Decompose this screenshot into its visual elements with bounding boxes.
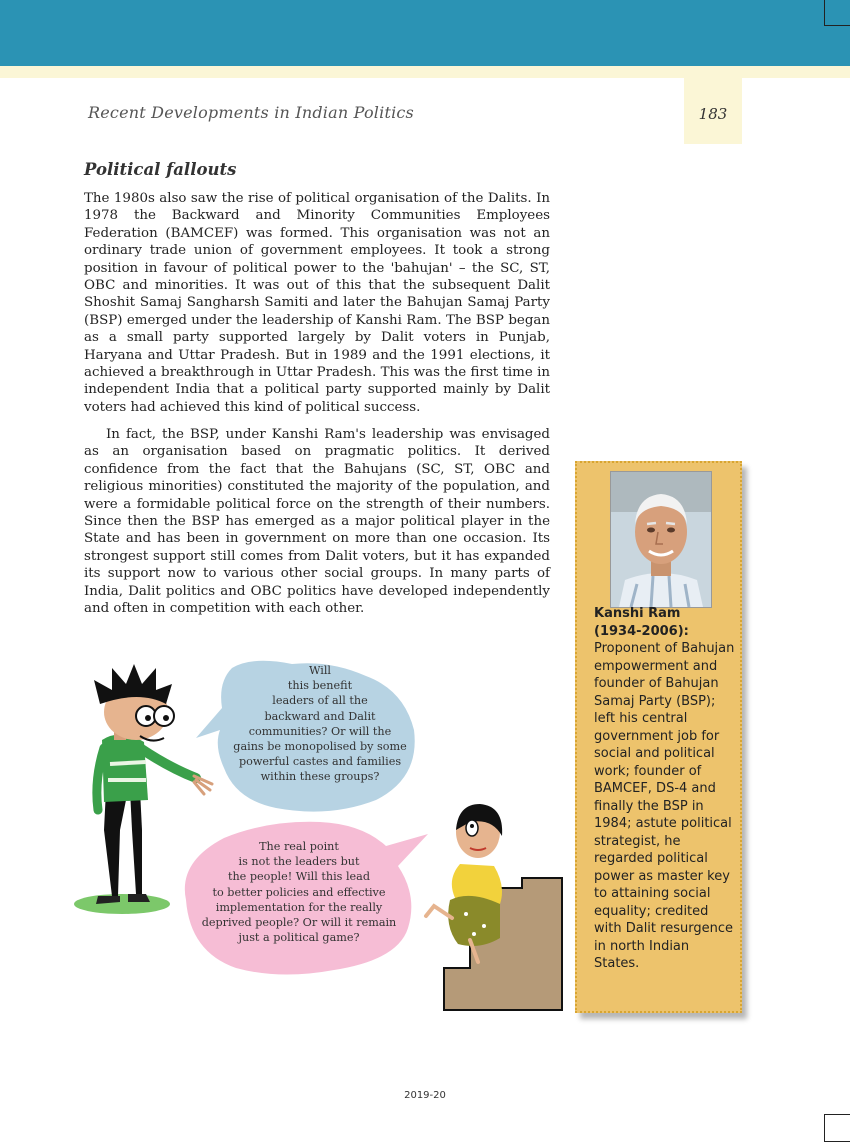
crop-mark-bottom-right bbox=[824, 1114, 850, 1142]
speech-bubble-2-text: The real point is not the leaders but the people! Will this lead to better policies and effective implementation for the really deprived people? Or will it remain just a political game? bbox=[201, 840, 397, 945]
biography-name bbox=[594, 605, 738, 640]
crop-mark-top-right bbox=[824, 0, 850, 26]
biography-description: Proponent of Bahujan empowerment and founder of Bahujan Samaj Party (BSP); left his central government job for social and political work; founder of BAMCEF, DS-4 and finally the BSP in 1984; astute political strategist, he regarded political power as master key to attaining social equality; credited with Dalit resurgence in north Indian States. bbox=[594, 641, 735, 971]
paragraph-1: The 1980s also saw the rise of political organisation of the Dalits. In 1978 the Backward and Minority Communities Employees Federation (BAMCEF) was formed. This organisation was not an ordinary trade union of government employees. It took a strong position in favour of political power to the 'bahujan' – the SC, ST, OBC and minorities. It was out of this that the subsequent Dalit Shoshit Samaj Sangharsh Samiti and later the Bahujan Samaj Party (BSP) emerged under the leadership of Kanshi Ram. The BSP began as a small party supported largely by Dalit voters in Punjab, Haryana and Uttar Pradesh. But in 1989 and the 1991 elections, it achieved a breakthrough in Uttar Pradesh. This was the first time in independent India that a political party supported mainly by Dalit voters had achieved this kind of political success. bbox=[84, 191, 550, 415]
person-years: (1934-2006): bbox=[594, 623, 689, 639]
footer-year: 2019-20 bbox=[404, 1090, 446, 1101]
page-number: 183 bbox=[698, 105, 728, 123]
page-number-box bbox=[684, 78, 742, 144]
top-color-bar bbox=[0, 0, 850, 66]
olive-skirt bbox=[448, 896, 500, 946]
speech-bubble-1-text: Will this benefit leaders of all the backward and Dalit communities? Or will the gains be monopolised by some powerful castes and families within these groups? bbox=[233, 664, 407, 784]
biography-sidebar bbox=[575, 461, 742, 1013]
section-heading: Political fallouts bbox=[84, 160, 237, 179]
paragraph-2: In fact, the BSP, under Kanshi Ram's leadership was envisaged as an organisation based on pragmatic politics. It derived confidence from the fact that the Bahujans (SC, ST, OBC and religious minorities) constituted the majority of the population, and were a formidable political force on the strength of their numbers. Since then the BSP has emerged as a major political player in the State and has been in government on more than one occasion. Its strongest support still comes from Dalit voters, but it has expanded its support now to various other social groups. In many parts of India, Dalit politics and OBC politics have developed independently and often in competition with each other. bbox=[84, 427, 550, 617]
chapter-title: Recent Developments in Indian Politics bbox=[88, 103, 414, 122]
portrait-photo bbox=[610, 471, 712, 608]
header-band bbox=[0, 66, 850, 78]
person-name: Kanshi Ram bbox=[594, 606, 681, 621]
grass-patch bbox=[74, 894, 170, 914]
